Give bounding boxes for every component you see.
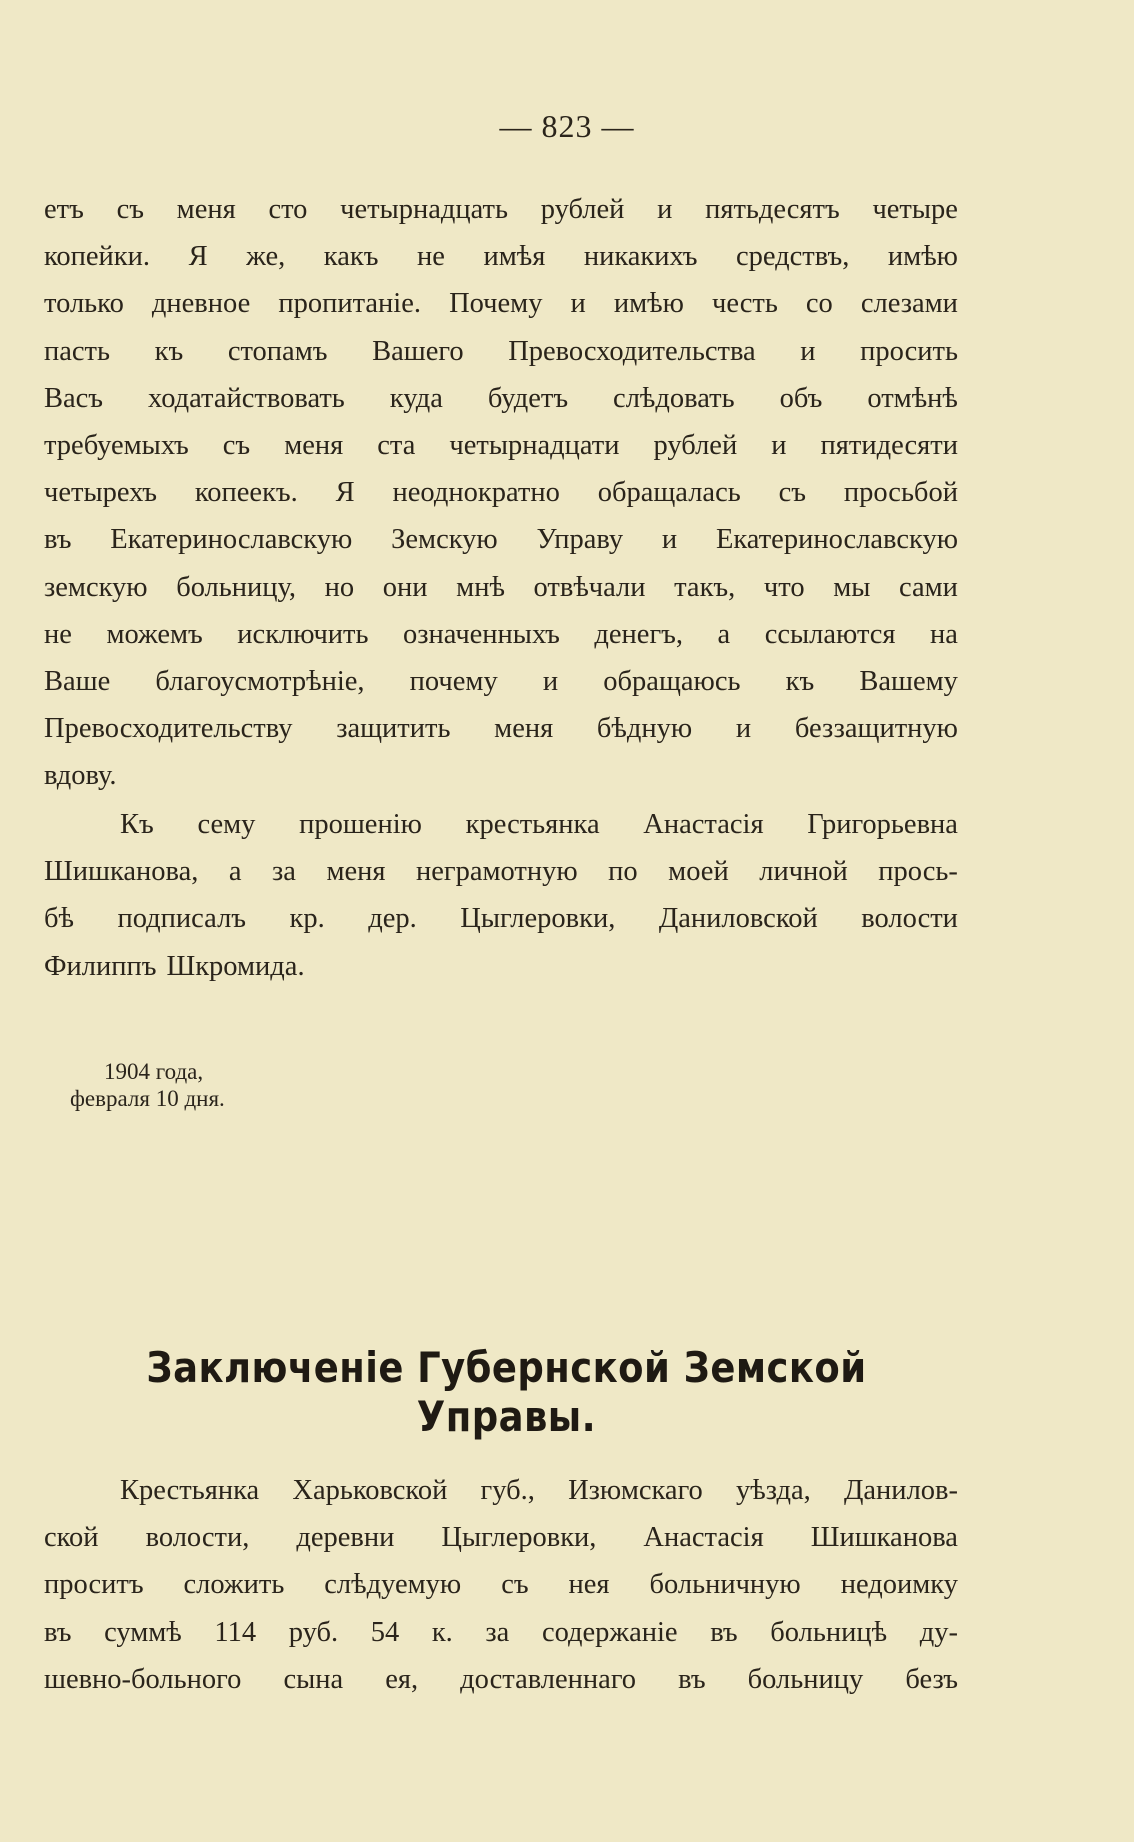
text-line: шевно-больного сына ея, доставленнаго въ больницу безъ bbox=[44, 1663, 958, 1695]
text-line: проситъ сложить слѣдуемую съ нея больничную недоимку bbox=[44, 1569, 958, 1601]
text-line: Къ сему прошенію крестьянка Анастасія Григорьевна bbox=[120, 809, 958, 840]
text-line: Превосходительству защитить меня бѣдную и беззащитную bbox=[44, 713, 958, 745]
text-line: етъ съ меня сто четырнадцать рублей и пятьдесятъ четыре bbox=[44, 194, 958, 225]
paragraph-3 bbox=[44, 1467, 958, 1703]
text-line: бѣ подписалъ кр. дер. Цыглеровки, Даниловской волости bbox=[44, 903, 958, 935]
date-year: 1904 года, bbox=[104, 1059, 204, 1084]
section-heading: Заключеніе Губернской Земской Управы. bbox=[146, 1343, 867, 1441]
page-number: — 823 — bbox=[499, 108, 635, 144]
text-line: вдову. bbox=[44, 760, 117, 792]
text-line: четырехъ копеекъ. Я неоднократно обращалась съ просьбой bbox=[44, 477, 958, 509]
text-line: требуемыхъ съ меня ста четырнадцати рублей и пятидесяти bbox=[44, 430, 958, 462]
text-line: Шишканова, а за меня неграмотную по моей личной прось- bbox=[44, 856, 958, 888]
text-line: ской волости, деревни Цыглеровки, Анастасія Шишканова bbox=[44, 1522, 958, 1554]
text-line: только дневное пропитаніе. Почему и имѣю честь со слезами bbox=[44, 288, 958, 320]
text-line: не можемъ исключить означенныхъ денегъ, а ссылаются на bbox=[44, 618, 958, 650]
text-line: Васъ ходатайствовать куда будетъ слѣдовать объ отмѣнѣ bbox=[44, 382, 958, 414]
text-line: Филиппъ Шкромида. bbox=[44, 950, 305, 982]
paragraph-1 bbox=[44, 186, 958, 800]
text-line: копейки. Я же, какъ не имѣя никакихъ средствъ, имѣю bbox=[44, 241, 958, 273]
text-line: въ Екатеринославскую Земскую Управу и Екатеринославскую bbox=[44, 524, 958, 556]
date-day: февраля 10 дня. bbox=[70, 1086, 225, 1111]
text-line: пасть къ стопамъ Вашего Превосходительства и просить bbox=[44, 335, 958, 367]
text-line: въ суммѣ 114 руб. 54 к. за содержаніе въ больницѣ ду- bbox=[44, 1616, 958, 1648]
text-line: Ваше благоусмотрѣніе, почему и обращаюсь къ Вашему bbox=[44, 666, 958, 698]
text-line: Крестьянка Харьковской губ., Изюмскаго уѣзда, Данилов- bbox=[120, 1475, 958, 1506]
date-block bbox=[70, 1058, 225, 1112]
text-line: земскую больницу, но они мнѣ отвѣчали такъ, что мы сами bbox=[44, 571, 958, 603]
paragraph-2 bbox=[44, 801, 958, 990]
